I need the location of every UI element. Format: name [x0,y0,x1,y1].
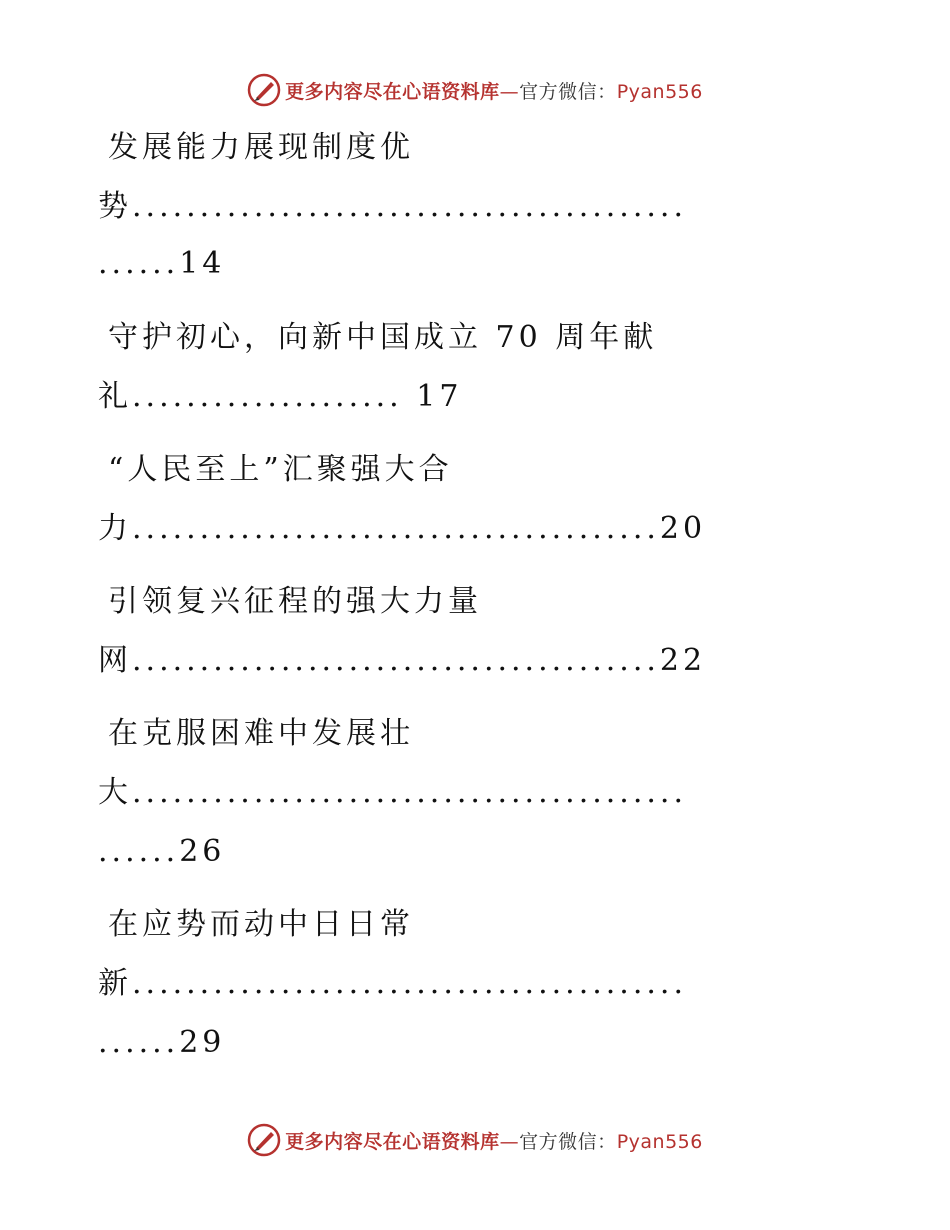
toc-entry-page-5: ......26 [98,834,226,869]
toc-entry-title-5: 在克服困难中发展壮 [108,716,414,751]
toc-entry-page-1: ......14 [98,246,226,281]
toc-entry-title-1: 发展能力展现制度优 [108,130,414,165]
header-brand-text: 更多内容尽在心语资料库 [285,80,500,103]
footer-watermark-banner [0,1120,950,1160]
toc-entry-leader-4: 网.......................................22 [98,643,707,678]
header-wechat-id: Pyan556 [616,80,703,103]
footer-official-label: 官方微信： [519,1130,617,1153]
toc-entry-title-3: “人民至上”汇聚强大合 [108,452,453,487]
footer-banner-text [285,1127,703,1154]
footer-wechat-id: Pyan556 [616,1130,703,1153]
toc-entry-title-4: 引领复兴征程的强大力量 [108,584,482,619]
toc-entry-leader-3: 力.......................................20 [98,511,707,546]
toc-entry-title-6: 在应势而动中日日常 [108,907,414,942]
footer-brand-text: 更多内容尽在心语资料库 [285,1130,500,1153]
toc-entry-leader-1: 势......................................... [98,189,687,224]
toc-entry-title-2: 守护初心，向新中国成立 70 周年献 [108,320,658,355]
pen-logo-icon [247,1123,281,1157]
toc-entry-leader-2: 礼.................... 17 [98,379,463,414]
toc-entry-leader-6: 新......................................... [98,966,687,1001]
toc-entry-leader-5: 大......................................... [98,775,687,810]
header-separator: — [499,80,520,103]
header-official-label: 官方微信： [519,80,617,103]
footer-separator: — [499,1130,520,1153]
toc-entry-page-6: ......29 [98,1025,226,1060]
